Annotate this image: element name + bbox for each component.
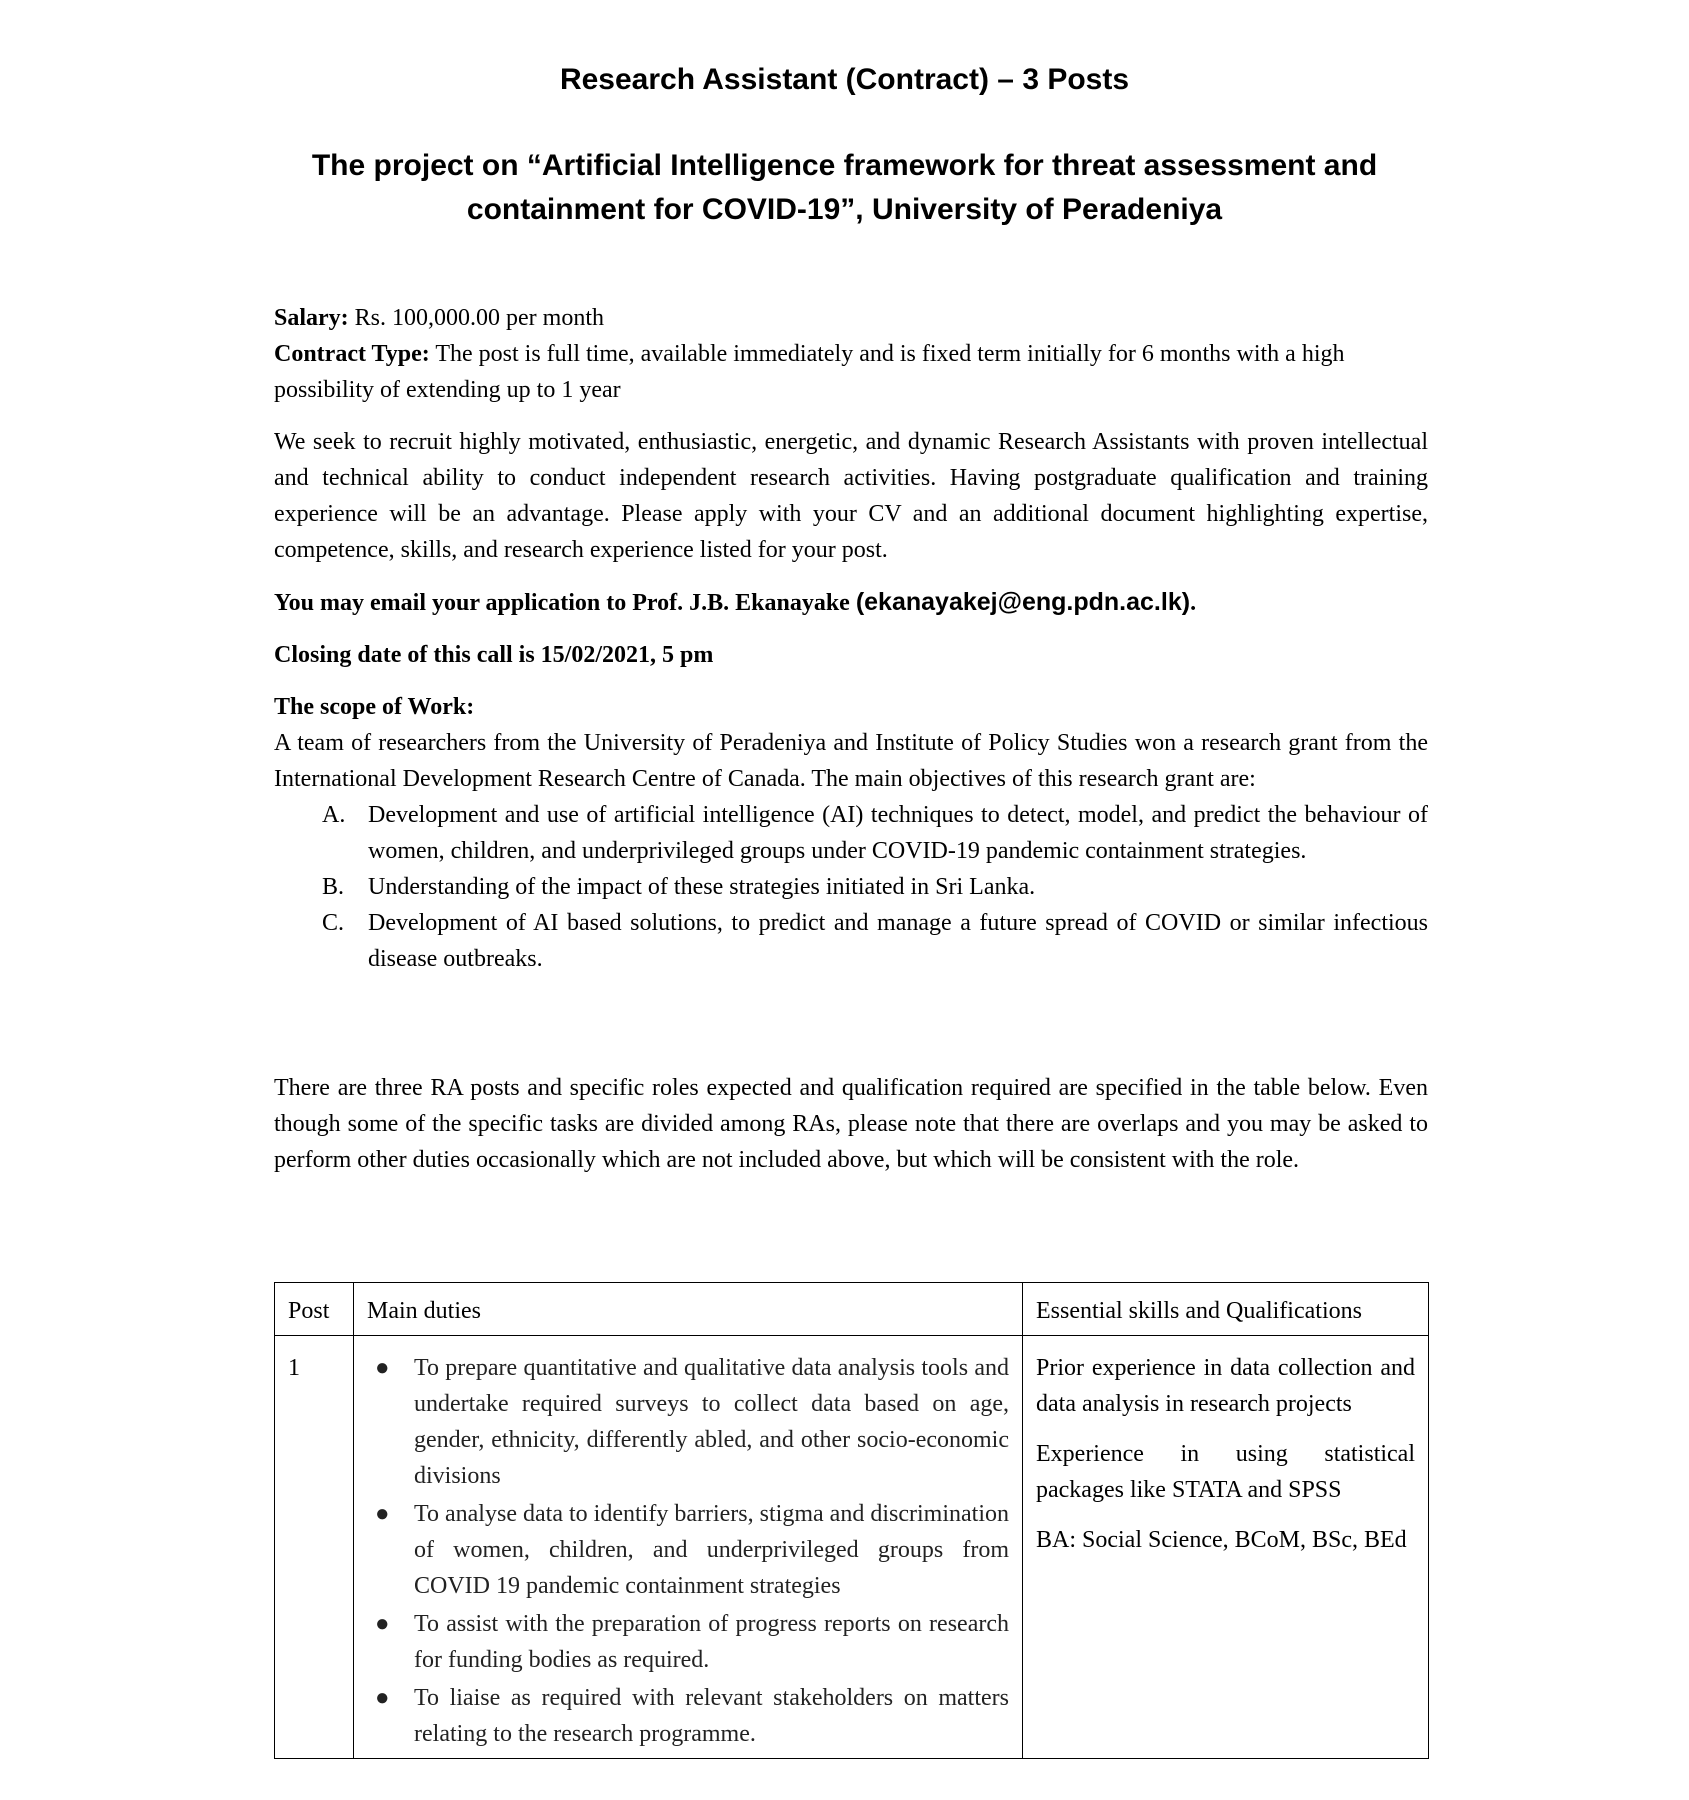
contact-email-link[interactable]: (ekanayakej@eng.pdn.ac.lk) bbox=[855, 588, 1191, 616]
bullet-icon: ● bbox=[375, 1355, 390, 1381]
job-details bbox=[274, 300, 1428, 977]
column-header-qualifications: Essential skills and Qualifications bbox=[1023, 1283, 1429, 1336]
table-header-row bbox=[275, 1283, 1429, 1336]
duty-text: To analyse data to identify barriers, stigma and discrimination of women, children, and underprivileged groups from COVID 19 pandemic containment strategies bbox=[414, 1501, 1009, 1599]
intro-paragraph: We seek to recruit highly motivated, enthusiastic, energetic, and dynamic Research Assistants with proven intellectual and technical ability to conduct independent research activities. Having postgraduate qualification and training experience will be an advantage. Please apply with your CV and an additional document highlighting expertise, competence, skills, and research experience listed for your post. bbox=[274, 429, 1428, 563]
scope-paragraph: A team of researchers from the University of Peradeniya and Institute of Policy Studies won a research grant from the International Development Research Centre of Canada. The main objectives of this research grant are: bbox=[274, 730, 1428, 792]
posts-table bbox=[274, 1282, 1429, 1759]
posts-intro-paragraph: There are three RA posts and specific roles expected and qualification required are specified in the table below. Even though some of the specific tasks are divided among RAs, please note that there are overlaps and you may be asked to perform other duties occasionally which are not included above, but which will be consistent with the role. bbox=[274, 1075, 1428, 1173]
closing-date: Closing date of this call is 15/02/2021, 5 pm bbox=[274, 642, 714, 668]
objective-text: Development and use of artificial intelligence (AI) techniques to detect, model, and predict the behaviour of women, children, and underprivileged groups under COVID-19 pandemic containment strategies. bbox=[368, 802, 1428, 864]
post-number-cell: 1 bbox=[275, 1336, 354, 1759]
objective-item bbox=[274, 797, 1428, 869]
apply-suffix: . bbox=[1190, 590, 1197, 616]
objective-text: Understanding of the impact of these strategies initiated in Sri Lanka. bbox=[368, 874, 1036, 900]
contract-label: Contract Type: bbox=[274, 341, 430, 367]
bullet-icon: ● bbox=[375, 1611, 390, 1637]
apply-prefix: You may email your application to Prof. J.B. Ekanayake bbox=[274, 590, 856, 616]
duty-item bbox=[367, 1496, 1009, 1604]
project-title-line-1: The project on “Artificial Intelligence framework for threat assessment and bbox=[311, 149, 1378, 182]
salary-line bbox=[274, 300, 1428, 336]
column-header-post: Post bbox=[275, 1283, 354, 1336]
objective-marker: B. bbox=[322, 874, 345, 900]
objective-text: Development of AI based solutions, to predict and manage a future spread of COVID or similar infectious disease outbreaks. bbox=[368, 910, 1428, 972]
contract-line bbox=[274, 336, 1428, 408]
duty-item bbox=[367, 1350, 1009, 1494]
duty-item bbox=[367, 1680, 1009, 1752]
qualification-item: Prior experience in data collection and data analysis in research projects bbox=[1036, 1355, 1415, 1417]
objective-item bbox=[274, 905, 1428, 977]
scope-heading: The scope of Work: bbox=[274, 694, 475, 720]
duty-text: To assist with the preparation of progress reports on research for funding bodies as required. bbox=[414, 1611, 1009, 1673]
objectives-list bbox=[274, 797, 1428, 977]
salary-value: Rs. 100,000.00 per month bbox=[348, 305, 604, 331]
project-title-line-2: containment for COVID-19”, University of Peradeniya bbox=[466, 193, 1223, 226]
salary-label: Salary: bbox=[274, 305, 349, 331]
contract-value: The post is full time, available immediately and is fixed term initially for 6 months with a high possibility of extending up to 1 year bbox=[274, 341, 1345, 403]
table-row bbox=[275, 1336, 1429, 1759]
apply-line bbox=[274, 584, 1428, 621]
column-header-duties: Main duties bbox=[354, 1283, 1023, 1336]
duties-list bbox=[367, 1350, 1009, 1752]
duties-cell bbox=[354, 1336, 1023, 1759]
qualifications-cell bbox=[1023, 1336, 1429, 1759]
objective-marker: C. bbox=[322, 910, 345, 936]
objective-marker: A. bbox=[322, 802, 346, 828]
document-title: Research Assistant (Contract) – 3 Posts bbox=[559, 63, 1130, 96]
qualification-item: Experience in using statistical packages like STATA and SPSS bbox=[1036, 1441, 1415, 1503]
duty-item bbox=[367, 1606, 1009, 1678]
objective-item bbox=[274, 869, 1428, 905]
duty-text: To prepare quantitative and qualitative data analysis tools and undertake required surveys to collect data based on age, gender, ethnicity, differently abled, and other socio-economic divisions bbox=[414, 1355, 1009, 1489]
duty-text: To liaise as required with relevant stakeholders on matters relating to the research programme. bbox=[414, 1685, 1009, 1747]
bullet-icon: ● bbox=[375, 1501, 390, 1527]
qualification-item: BA: Social Science, BCoM, BSc, BEd bbox=[1036, 1527, 1407, 1553]
bullet-icon: ● bbox=[375, 1685, 390, 1711]
project-title bbox=[0, 144, 1689, 232]
